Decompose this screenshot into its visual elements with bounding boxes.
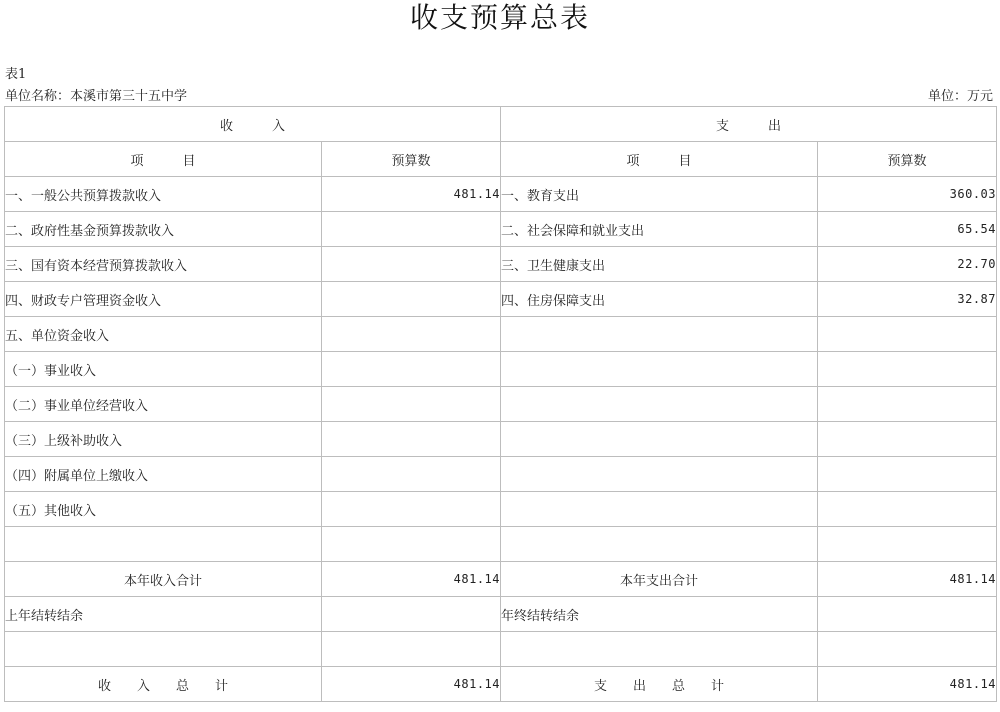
expense-amount-cell: 360.03 [818,177,997,212]
total-row [5,667,997,702]
income-amount-header: 预算数 [322,142,501,177]
expense-amount-cell [818,492,997,527]
table-row [5,457,997,492]
income-amount-cell [322,492,501,527]
expense-subtotal-amount: 481.14 [818,562,997,597]
expense-amount-cell [818,352,997,387]
income-item-cell: （四）附属单位上缴收入 [5,457,322,492]
expense-item-cell [501,317,818,352]
expense-amount-cell [818,422,997,457]
income-carryover-amount [322,597,501,632]
income-item-cell: 三、国有资本经营预算拨款收入 [5,247,322,282]
expense-amount-cell: 22.70 [818,247,997,282]
expense-item-cell [501,492,818,527]
budget-summary-table [4,106,997,702]
expense-total-amount: 481.14 [818,667,997,702]
income-amount-cell [322,212,501,247]
expense-item-cell [501,387,818,422]
income-section-header: 收 入 [5,107,501,142]
income-item-cell: 二、政府性基金预算拨款收入 [5,212,322,247]
carryover-row [5,597,997,632]
table-row [5,247,997,282]
income-amount-cell [322,352,501,387]
blank-row [5,632,997,667]
income-amount-cell [322,387,501,422]
column-header-row [5,142,997,177]
income-amount-cell: 481.14 [322,177,501,212]
expense-carryover-amount [818,597,997,632]
income-total-amount: 481.14 [322,667,501,702]
income-item-cell: 五、单位资金收入 [5,317,322,352]
income-item-cell: 一、一般公共预算拨款收入 [5,177,322,212]
expense-item-cell: 一、教育支出 [501,177,818,212]
expense-item-cell: 四、住房保障支出 [501,282,818,317]
currency-unit: 单位：万元 [927,89,993,104]
table-row [5,492,997,527]
income-carryover-label: 上年结转结余 [5,597,322,632]
expense-item-cell [501,457,818,492]
table-row [5,177,997,212]
table-row [5,422,997,457]
income-item-cell: （二）事业单位经营收入 [5,387,322,422]
expense-total-label: 支 出 总 计 [501,667,818,702]
expense-item-cell [501,352,818,387]
income-amount-cell [322,247,501,282]
income-subtotal-label: 本年收入合计 [5,562,322,597]
expense-amount-cell [818,527,997,562]
page-title: 收支预算总表 [409,1,590,34]
blank-cell [501,632,818,667]
expense-item-header: 项 目 [501,142,818,177]
subtotal-row [5,562,997,597]
expense-item-cell: 三、卫生健康支出 [501,247,818,282]
table-row [5,352,997,387]
income-item-cell: （一）事业收入 [5,352,322,387]
blank-cell [818,632,997,667]
income-amount-cell [322,317,501,352]
expense-amount-cell [818,317,997,352]
unit-name: 单位名称：本溪市第三十五中学 [5,89,188,104]
expense-amount-cell: 65.54 [818,212,997,247]
expense-amount-header: 预算数 [818,142,997,177]
section-header-row [5,107,997,142]
expense-amount-cell: 32.87 [818,282,997,317]
income-amount-cell [322,422,501,457]
expense-item-cell: 二、社会保障和就业支出 [501,212,818,247]
table-row [5,527,997,562]
expense-carryover-label: 年终结转结余 [501,597,818,632]
expense-amount-cell [818,387,997,422]
expense-section-header: 支 出 [501,107,997,142]
income-subtotal-amount: 481.14 [322,562,501,597]
income-item-cell: （五）其他收入 [5,492,322,527]
table-row [5,212,997,247]
expense-item-cell [501,422,818,457]
expense-item-cell [501,527,818,562]
table-row [5,282,997,317]
table-row [5,387,997,422]
income-total-label: 收 入 总 计 [5,667,322,702]
blank-cell [322,632,501,667]
table-row [5,317,997,352]
income-item-cell: 四、财政专户管理资金收入 [5,282,322,317]
table-number: 表1 [5,67,27,82]
expense-amount-cell [818,457,997,492]
income-amount-cell [322,527,501,562]
income-amount-cell [322,457,501,492]
expense-subtotal-label: 本年支出合计 [501,562,818,597]
blank-cell [5,632,322,667]
income-item-cell [5,527,322,562]
income-item-header: 项 目 [5,142,322,177]
income-amount-cell [322,282,501,317]
income-item-cell: （三）上级补助收入 [5,422,322,457]
